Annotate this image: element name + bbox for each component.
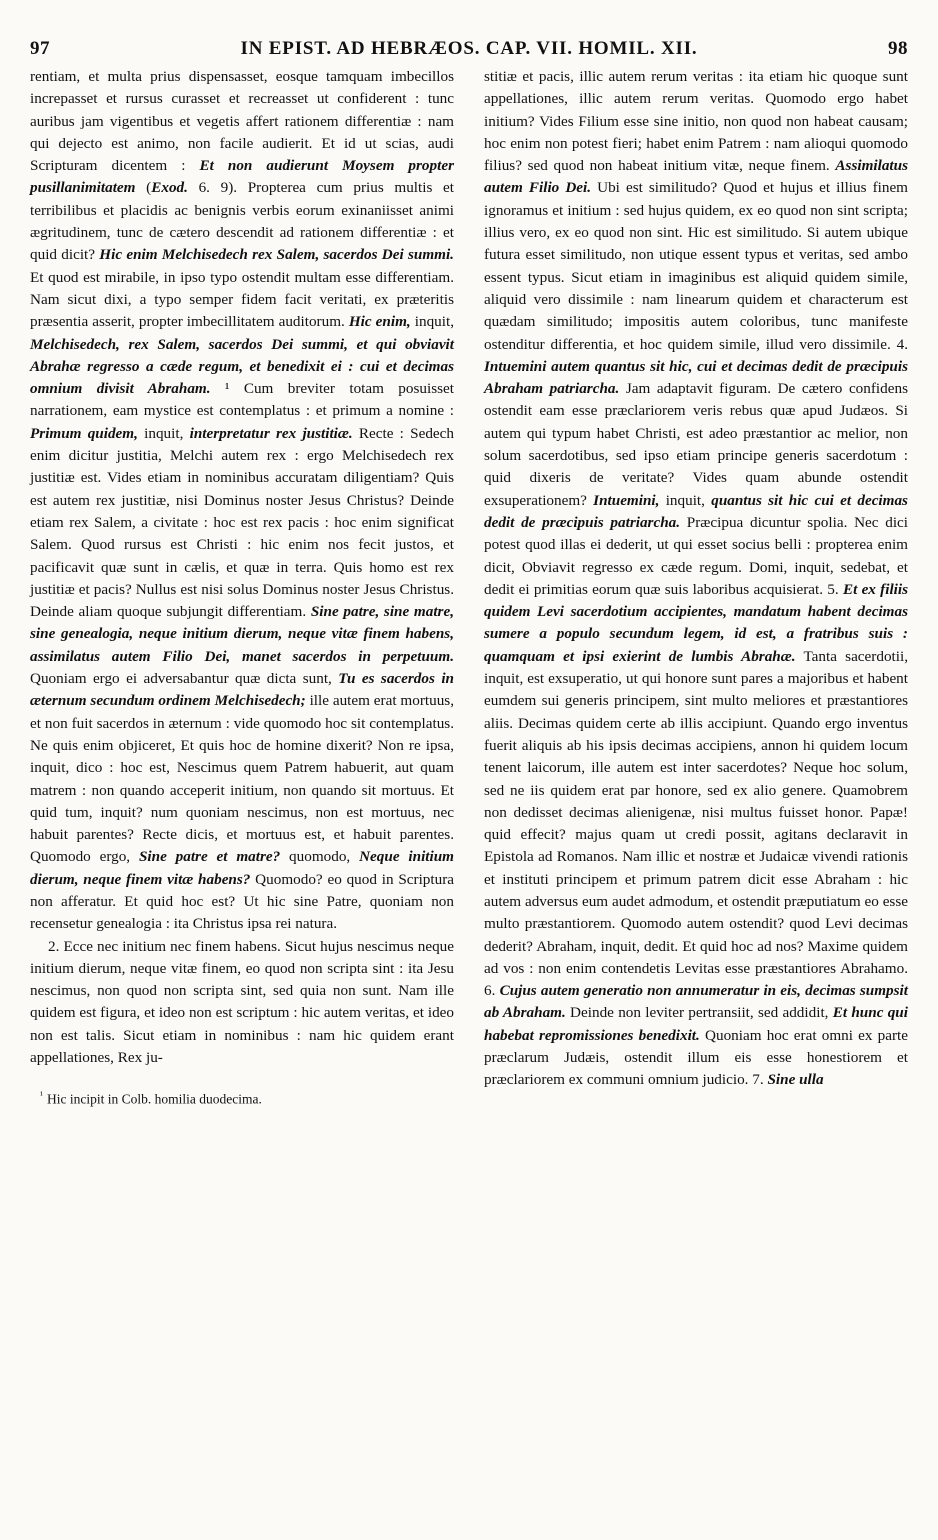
paragraph	[30, 66, 454, 936]
text-run: inquit,	[659, 491, 712, 509]
page-number-right: 98	[887, 38, 908, 59]
text-run: Quoniam ergo ei adversabantur quæ dicta sunt,	[30, 670, 339, 688]
paragraph	[484, 66, 908, 1092]
text-run: Quomodo? eo quod in Scriptura non afferatur. Et quid hoc est? Ut hic sine Patre, quoniam non recensetur genealogia : ita Christus ipsa rei natura.	[30, 870, 454, 933]
italic-run: Assimilatus autem Filio Dei.	[484, 157, 908, 197]
paragraph	[30, 936, 454, 1070]
italic-run: Sine ulla	[767, 1071, 824, 1089]
two-column-body	[30, 66, 908, 1111]
italic-run: Tu es sacerdos in æternum secundum ordinem Melchisedech;	[30, 670, 454, 710]
text-run: quomodo,	[280, 848, 360, 866]
italic-run: Et hunc qui habebat repromissiones benedixit.	[484, 1004, 908, 1044]
footnote-text: Hic incipit in Colb. homilia duodecima.	[47, 1091, 262, 1107]
italic-run: Intuemini autem quantus sit hic, cui et decimas dedit de præcipuis Abraham patriarcha.	[484, 357, 908, 398]
text-run: 6. 9). Propterea cum prius multis et terribilibus et placidis ac benignis verbis eorum exinaniisset animi ægritudinem, tunc de cætero descendit ad rationem differentiæ : et quid dicit?	[30, 179, 454, 264]
text-run: inquit,	[137, 424, 190, 442]
italic-run: Melchisedech, rex Salem, sacerdos Dei summi, et qui obviavit Abrahæ regresso a cæde regum, et benedixit ei : cui et decimas omnium divisit Abraham.	[30, 335, 454, 398]
italic-run: quantus sit hic cui et decimas dedit de præcipuis patriarcha.	[484, 491, 908, 531]
text-run: Deinde non leviter pertransiit, sed addidit,	[565, 1004, 833, 1022]
text-run: Tanta sacerdotii, inquit, est exsuperatio, ut qui honore sunt pares a majoribus et habent eumdem sui generis principem, sint multo meliores et præstantiores aliis. Decimas quidem certe ab illis accipiunt. Quando ergo inventus fuerit aliquis ab his ipsis decimas accipiens, annon hi quidem locum tenent laicorum, ille autem est inter sacerdotes? Neque hoc solum, sed ne iis quidem erat par honore, sed ex alio genere. Quamobrem non dedisset decimas alienigenæ, nisi multus fuisset honor. Papæ! quid effecit? majus quam ut credi possit, agitans declaravit in Epistola ad Romanos. Nam illic et nostræ et Judaicæ vivendi rationis et instituti principem et primum patrem dicit esse Abraham : hic autem adversus eum audet admodum, et ostendit præputiatum eo esse multo præstantiorem. Quomodo autem ostendit? quod Levi decimas dederit? Abraham, inquit, dedit. Et quid hoc ad nos? Maxime quidem ad vos : non enim contendetis Levitas esse præstantiores Abrahamo. 6.	[484, 647, 908, 1000]
text-run: ¹ Cum breviter totam posuisset narrationem, eam mystice est contemplatus : et primum a nomine :	[30, 380, 454, 420]
italic-run: Primum quidem,	[30, 424, 138, 442]
text-run: stitiæ et pacis, illic autem rerum veritas : ita etiam hic quoque sunt appellationes, illic autem rerum veritas. Quomodo ergo habet initium? Vides Filium esse sine initio, non quod non habeat causam; hoc enim non potest fieri; habet enim Patrem : nam alioqui quomodo filius? sed quod non habeat initium vitæ, neque finem.	[484, 68, 908, 175]
text-run: 2. Ecce nec initium nec finem habens. Sicut hujus nescimus neque initium dierum, neque vitæ finem, eo quod non scripta sint : ita Jesu nescimus, non quod non scripta sint, sed quia non sunt. Nam ille quidem est figura, et ideo non est scriptum : hic autem veritas, et ideo non est talis. Sicut etiam in nominibus : nam hic quidem erant appellationes, Rex ju-	[30, 937, 454, 1067]
footnote-marker: ¹	[40, 1090, 43, 1102]
italic-run: Sine patre et matre?	[138, 848, 281, 866]
text-run: inquit,	[410, 313, 454, 331]
italic-run: Hic enim,	[348, 313, 411, 331]
text-run: rentiam, et multa prius dispensasset, eosque tamquam imbecillos increpasset et rursus curasset et recreasset ut confiderent : tunc auribus jam vigentibus et vegetis affert rationem differentiæ : nam qui dejecto est animo, non facile audierit. Et id ut scias, audi Scripturam dicentem :	[30, 68, 454, 175]
text-run: Ubi est similitudo? Quod et hujus et illius finem ignoramus et initium : sed hujus quidem, ex eo quod non sint scripta; illius vero, ex eo quod non sint. Hic est similitudo. Si autem ubique futura esset similitudo, non utique essent typus et veritas, sed ambo essent typus. Sicut etiam in imaginibus est aliquid quidem simile, aliquid vero dissimile : nam linearum quidem et characterum est quædam similitudo; impositis autem coloribus, tunc manifeste ostenditur differentia, et hoc quidem simile, illud vero dissimile. 4.	[484, 179, 908, 353]
italic-run: Et non audierunt Moysem propter pusillanimitatem	[30, 157, 454, 197]
italic-run: Intuemini,	[593, 491, 660, 509]
italic-run: Neque initium dierum, neque finem vitæ habens?	[30, 848, 454, 888]
running-header	[30, 38, 908, 60]
page-number-left: 97	[30, 38, 50, 59]
italic-run: Hic enim Melchisedech rex Salem, sacerdos Dei summi.	[99, 246, 454, 264]
running-title: IN EPIST. AD HEBRÆOS. CAP. VII. HOMIL. XII.	[240, 38, 698, 59]
left-column	[30, 66, 454, 1111]
text-run: Et quod est mirabile, in ipso typo ostendit multam esse differentiam. Nam sicut dixi, a typo semper fidem facit veritati, ex præteritis præsentia asserit, propter imbecillitatem auditorum.	[30, 268, 454, 331]
italic-run: interpretatur rex justitiæ.	[189, 424, 353, 442]
italic-run: Cujus autem generatio non annumeratur in eis, decimas sumpsit ab Abraham.	[484, 982, 908, 1022]
text-run: Quoniam hoc erat omni ex parte præclarum Judæis, ostendit illum eis esse honestiorem et præclariorem ex communi omnium judicio. 7.	[484, 1026, 909, 1089]
right-column	[484, 66, 908, 1111]
text-run: ille autem erat mortuus, et non fuit sacerdos in æternum : vide quomodo hoc sit contemplatus. Ne quis enim objiceret, Et quis hoc de homine dixerit? Non re ipsa, inquit, dico : hoc est, Nescimus quem Patrem habuerit, aut quam matrem : non quando acceperit initium, non quando sit mortuus. Et quid tum, inquit? num quoniam nescimus, non est mortuus, nec habuit parentes? Recte dicis, et mortuus est, et habuit parentes. Quomodo ergo,	[30, 692, 454, 866]
text-run: Recte : Sedech enim dicitur justitia, Melchi autem rex : ergo Melchisedech rex justitiæ est. Vides etiam in nominibus accuratam diligentiam? Quis est autem rex justitiæ, nisi Dominus noster Jesus Christus? Deinde etiam rex Salem, a civitate : hoc est rex pacis : hoc enim significat Salem. Quod rursus est Christi : hic enim nos fecit justos, et pacificavit quæ sunt in cælis, et quæ in terra. Quis homo est rex justitiæ et pacis? Nullus est nisi solus Dominus noster Jesus Christus. Deinde aliam quoque subjungit differentiam.	[30, 424, 454, 621]
text-run: (	[135, 179, 152, 197]
italic-run: Exod.	[151, 179, 188, 197]
text-run: Præcipua dicuntur spolia. Nec dici potest quod illas ei dederit, ut qui esset socius belli : propterea enim dicit, Obviavit regresso ex cæde regum. Domi, inquit, sedebat, et dedit ei primitias eorum quæ suis laboribus acquisierat. 5.	[484, 513, 908, 598]
footnote	[30, 1085, 454, 1111]
italic-run: Sine patre, sine matre, sine genealogia, neque initium dierum, neque vitæ finem habens, assimilatus autem Filio Dei, manet sacerdos in perpetuum.	[30, 603, 454, 665]
italic-run: Et ex filiis quidem Levi sacerdotium accipientes, mandatum habent decimas sumere a populo secundum legem, id est, a fratribus suis : quamquam et ipsi exierint de lumbis Abrahæ.	[484, 580, 909, 665]
text-run: Jam adaptavit figuram. De cætero confidens ostendit eam esse præclariorem veris rebus quæ apud Judæos. Si autem qui typum habet Christi, est adeo præstantior ac melior, non solum sacerdotibus, sed ipso etiam principe generis sacerdotum : quid dixeris de veritate? Vides quam abunde ostendit exsuperationem?	[484, 380, 908, 509]
